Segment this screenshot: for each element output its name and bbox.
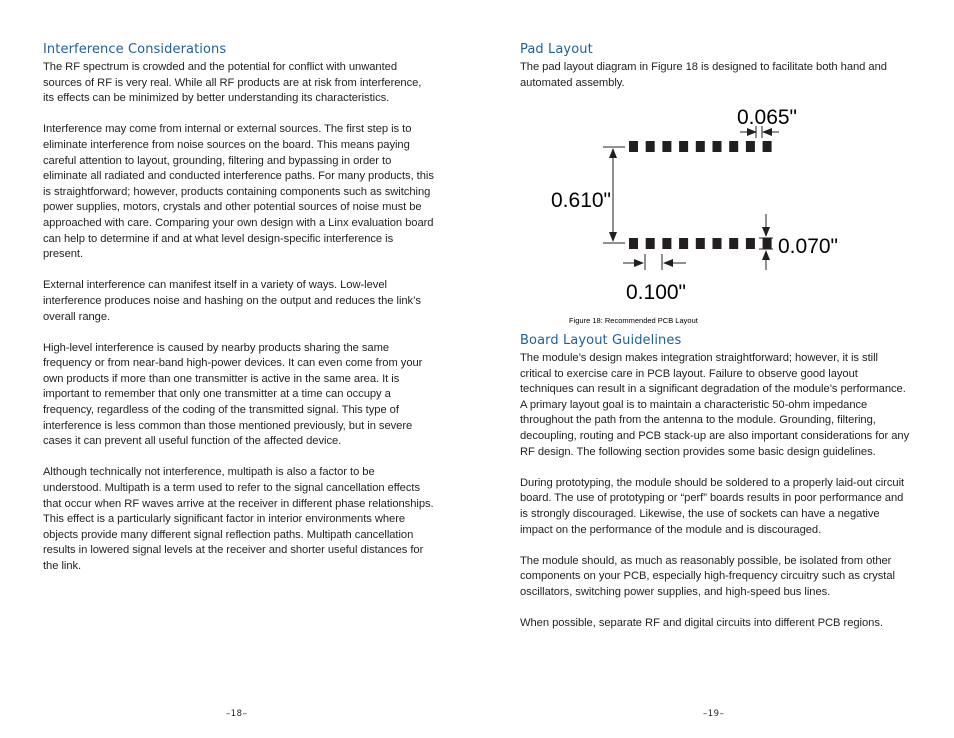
pad-top-1 — [629, 141, 638, 152]
page-number-right: –19– — [703, 709, 725, 719]
board-layout-paragraph-3: The module should, as much as reasonably possible, be isolated from other components on your PCB, especially high-frequency circuitry such as crystal oscillators, switching power supplies, and high-speed bus lines. — [520, 554, 895, 598]
board-layout-paragraph-1: The module’s design makes integration straightforward; however, it is still critical to exercise care in PCB layout. Failure to observe good layout techniques can result in a significant degradation of the module’s performance. A primary layout goal is to maintain a characteristic 50-ohm impedance throughout the path from the antenna to the module. Grounding, filtering, decoupling, routing and PCB stack-up are also important considerations for any RF design. The following section provides some basic design guidelines. — [520, 352, 910, 458]
pad-top-6 — [713, 141, 722, 152]
dim-pitch-label: 0.100" — [626, 281, 687, 304]
interference-paragraph-5: Although technically not interference, multipath is also a factor to be understood. Multipath is a term used to refer to the signal cancellation effects that occur when RF waves arrive at the receiver in different phase relationships. This effect is a particularly significant factor in interior environments where objects provide many different signal reflection paths. Multipath cancellation results in lowered signal levels at the receiver and shorter useful distances for the link. — [43, 466, 434, 572]
pad-bottom-7 — [729, 238, 738, 249]
pad-bottom-5 — [696, 238, 705, 249]
interference-heading: Interference Considerations — [43, 42, 227, 57]
page-number-left: –18– — [226, 709, 248, 719]
board-layout-section — [520, 333, 912, 647]
right-page — [477, 0, 954, 738]
dim-pad-width-label: 0.065" — [737, 106, 798, 129]
pad-top-4 — [679, 141, 688, 152]
board-layout-paragraph-4: When possible, separate RF and digital circuits into different PCB regions. — [520, 617, 883, 630]
figure-caption: Figure 18: Recommended PCB Layout — [569, 316, 698, 325]
interference-paragraph-1: The RF spectrum is crowded and the potential for conflict with unwanted sources of RF is very real. While all RF products are at risk from interference, its effects can be minimized by better understanding its characteristics. — [43, 61, 422, 105]
pcb-pad-layout-diagram — [551, 98, 867, 328]
pad-row-bottom — [629, 238, 772, 249]
interference-paragraph-4: High-level interference is caused by nearby products sharing the same frequency or from near-band high-power devices. It can even come from your own products if more than one transmitter is active in the same area. It is important to remember that only one transmitter at a time can occupy a frequency, regardless of the coding of the transmitted signal. This type of interference is less common than those mentioned previously, but in severe cases it can prevent all useful function of the affected device. — [43, 341, 423, 448]
interference-section — [43, 42, 435, 590]
pad-top-8 — [746, 141, 755, 152]
pad-bottom-3 — [662, 238, 671, 249]
board-layout-paragraph-2: During prototyping, the module should be soldered to a properly laid-out circuit board. The use of prototyping or “perf” boards results in poor performance and is strongly discouraged. Likewise, the use of sockets can have a negative impact on the performance of the module and is discouraged. — [520, 476, 905, 536]
pad-bottom-2 — [646, 238, 655, 249]
board-layout-heading: Board Layout Guidelines — [520, 333, 682, 348]
pad-bottom-4 — [679, 238, 688, 249]
pad-layout-heading: Pad Layout — [520, 42, 593, 57]
pad-top-2 — [646, 141, 655, 152]
interference-paragraph-3: External interference can manifest itself in a variety of ways. Low-level interference produces noise and hashing on the output and reduces the link’s overall range. — [43, 279, 421, 323]
pad-top-9 — [763, 141, 772, 152]
pad-bottom-8 — [746, 238, 755, 249]
pad-top-7 — [729, 141, 738, 152]
pad-top-3 — [662, 141, 671, 152]
pad-layout-paragraph: The pad layout diagram in Figure 18 is designed to facilitate both hand and automated assembly. — [520, 61, 887, 89]
pad-top-5 — [696, 141, 705, 152]
pad-bottom-9 — [763, 238, 772, 249]
dim-row-spacing-label: 0.610" — [551, 189, 612, 212]
pad-bottom-1 — [629, 238, 638, 249]
dim-pad-height-label: 0.070" — [778, 235, 839, 258]
pad-row-top — [629, 141, 772, 152]
pad-bottom-6 — [713, 238, 722, 249]
interference-paragraph-2: Interference may come from internal or external sources. The first step is to eliminate interference from noise sources on the board. This means paying careful attention to layout, grounding, filtering and bypassing in order to eliminate all radiated and conducted interference paths. For many products, this is straightforward; however, products containing components such as switching power supplies, motors, crystals and other potential sources of noise must be approached with care. Comparing your own design with a Linx evaluation board can help to determine if and at what level design-specific interference is present. — [43, 123, 434, 261]
